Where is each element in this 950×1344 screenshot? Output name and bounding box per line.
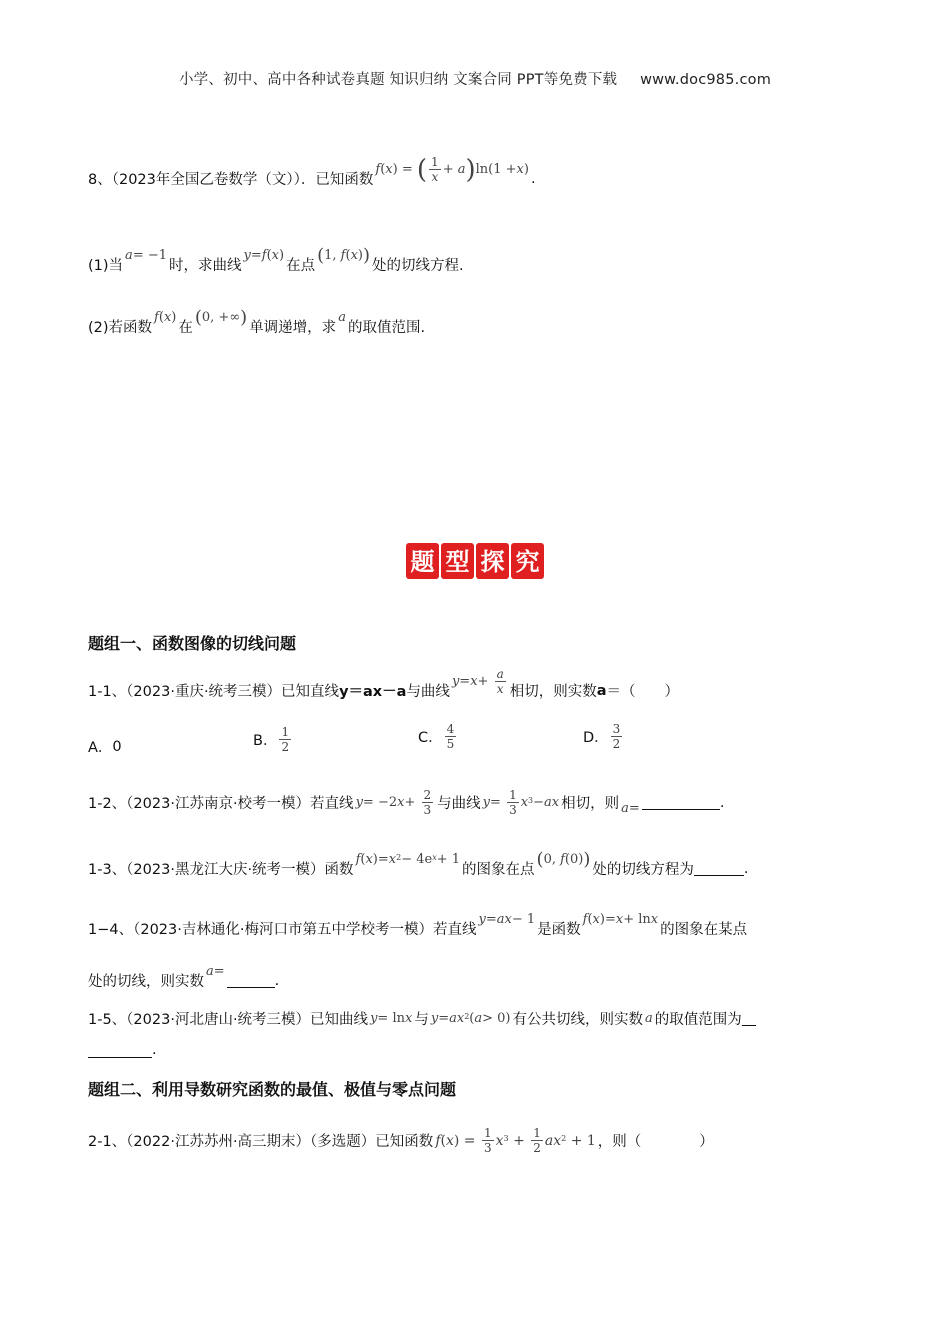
q1-5-answer-blank-2[interactable]: [88, 1043, 152, 1058]
question-1-1: [88, 667, 680, 705]
header-text: 小学、初中、高中各种试卷真题 知识归纳 文案合同 PPT等免费下载: [178, 72, 618, 88]
question-1-4-line-2: [88, 964, 280, 991]
q1-3-function-formula: f ( x ) = x $^2$ − 4e $^x$ + 1: [355, 852, 461, 867]
q1-5-suffix2: 的取值范围为: [654, 1012, 742, 1028]
q1-5-mid: 与: [414, 1012, 429, 1028]
banner-char: 题: [410, 548, 435, 576]
q1-3-end: .: [743, 860, 749, 877]
q1-2-a-equals: a =: [621, 801, 640, 816]
q2-1-prefix: 2-1、（2022·江苏苏州·高三期末）（多选题）已知函数: [88, 1134, 434, 1150]
q1-1-line-formula: y＝ax－a: [339, 684, 407, 700]
banner-char: 探: [480, 548, 505, 576]
q1-5-end: .: [152, 1042, 157, 1058]
q1-4-a-equals: a =: [206, 964, 225, 979]
q8-p1-d: 处的切线方程.: [372, 258, 464, 274]
option-a-label: A．: [88, 740, 113, 756]
q1-4-mid: 是函数: [537, 922, 581, 938]
q8-p2-d: 的取值范围.: [347, 320, 426, 336]
q2-1-suffix: ，则（ ）: [597, 1134, 714, 1150]
question-8-stem: [88, 154, 536, 193]
q8-curve-formula: y = f ( x ): [243, 248, 285, 263]
group-1-title: 题组一、函数图像的切线问题: [88, 634, 297, 653]
q1-5-curve-1: y = ln x: [370, 1011, 413, 1026]
option-d-fraction: [611, 722, 623, 751]
q1-3-mid: 的图象在点: [462, 862, 535, 878]
q1-4-end: .: [274, 972, 280, 989]
q1-4-line-formula: y = ax − 1: [478, 912, 536, 927]
q1-5-answer-blank-1[interactable]: [742, 1011, 756, 1026]
option-b-den: 2: [281, 740, 290, 754]
question-1-2: [88, 788, 724, 817]
q1-1-curve-formula: y = x + $\frac{a}{x}$: [451, 667, 504, 696]
q1-1-var: a: [596, 682, 607, 699]
option-b-num: 1: [281, 725, 290, 739]
q1-2-end: .: [719, 794, 725, 811]
page-header: [0, 68, 950, 89]
q1-2-prefix: 1-2、（2023·江苏南京·校考一模）若直线: [88, 796, 354, 812]
q1-3-suffix: 处的切线方程为: [592, 862, 694, 878]
group-2-title: 题组二、利用导数研究函数的最值、极值与零点问题: [88, 1080, 457, 1099]
option-c[interactable]: [418, 722, 458, 751]
section-banner: [404, 540, 548, 582]
q1-4-answer-blank[interactable]: [227, 973, 275, 988]
option-a-value: 0: [112, 738, 122, 755]
option-c-den: 5: [446, 737, 455, 751]
q1-1-mid: 与曲线: [406, 684, 450, 700]
q8-a-var: a: [338, 310, 346, 325]
q1-5-curve-2: y = ax $^2$ ( a > 0): [430, 1011, 511, 1026]
q1-5-a-var: a: [645, 1011, 653, 1026]
q1-2-line-formula: y = −2 x + $\frac{2}{3}$: [355, 788, 432, 817]
question-1-3: [88, 848, 749, 879]
option-d[interactable]: [583, 722, 624, 751]
q1-5-prefix: 1-5、（2023·河北唐山·统考三模）已知曲线: [88, 1012, 369, 1028]
option-b-label: B．: [253, 733, 278, 749]
q1-2-curve-formula: y = $\frac{1}{3}$ x $^3$ − ax: [482, 788, 560, 817]
option-a[interactable]: [88, 736, 122, 757]
banner-char: 型: [445, 548, 470, 576]
option-d-num: 3: [612, 722, 621, 736]
q1-4-function-formula: f ( x ) = x + ln x: [582, 912, 659, 927]
q8-interval-formula: ( 0, +∞ ): [194, 306, 248, 328]
q8-point-formula: ( 1, f ( x ) ): [317, 244, 371, 266]
option-b[interactable]: [253, 725, 293, 754]
question-1-4: [88, 912, 748, 939]
question-1-5: [88, 1008, 756, 1029]
q1-2-mid: 与曲线: [437, 796, 481, 812]
q8-function-formula: f ( x ) = ( $\frac{1}{x}$ + a ) ln(1 + x ): [375, 154, 529, 185]
q2-1-function-formula: f ( x ) = $\frac{1}{3}$ x $^3$ + $\frac{1}{2}$ ax $^2$ + 1: [435, 1126, 596, 1155]
question-8-part-1: [88, 244, 464, 275]
q8-prefix: 8、（2023年全国乙卷数学（文））．已知函数: [88, 172, 374, 188]
q1-2-answer-blank[interactable]: [642, 795, 720, 810]
q1-3-answer-blank[interactable]: [694, 861, 744, 876]
option-c-fraction: [445, 722, 457, 751]
option-d-label: D．: [583, 730, 609, 746]
q8-p1-b: 时，求曲线: [169, 258, 242, 274]
q1-1-suffix-b: ＝（ ）: [606, 684, 680, 700]
q1-4-line2: 处的切线，则实数: [88, 974, 204, 990]
q8-p1-a: (1)当: [88, 258, 124, 274]
q1-4-prefix: 1−4、（2023·吉林通化·梅河口市第五中学校考一模）若直线: [88, 922, 477, 938]
q8-a-equals-minus-one: a = −1: [125, 248, 168, 263]
q1-3-prefix: 1-3、（2023·黑龙江大庆·统考一模）函数: [88, 862, 354, 878]
q1-1-prefix: 1-1、（2023·重庆·统考三模）已知直线: [88, 684, 340, 700]
option-c-label: C．: [418, 730, 443, 746]
question-1-5-line-2: [88, 1042, 157, 1058]
q1-5-suffix: 有公共切线，则实数: [512, 1012, 643, 1028]
option-b-fraction: [279, 725, 291, 754]
q8-suffix: .: [530, 170, 536, 187]
header-site: www.doc985.com: [640, 72, 772, 88]
option-c-num: 4: [446, 722, 455, 736]
q8-p2-c: 单调递增，求: [249, 320, 337, 336]
question-2-1: [88, 1126, 714, 1155]
q8-p2-a: (2)若函数: [88, 320, 153, 336]
q1-1-suffix-a: 相切，则实数: [509, 684, 597, 700]
q8-p1-c: 在点: [286, 258, 316, 274]
q1-3-point-formula: ( 0, f (0) ): [536, 848, 591, 870]
option-d-den: 2: [612, 737, 621, 751]
banner-char: 究: [515, 548, 540, 576]
q1-4-suffix: 的图象在某点: [660, 922, 748, 938]
q8-p2-b: 在: [178, 320, 193, 336]
question-8-part-2: [88, 306, 426, 337]
q8-fx-formula: f ( x ): [154, 310, 177, 325]
q1-2-suffix: 相切，则: [561, 796, 620, 812]
